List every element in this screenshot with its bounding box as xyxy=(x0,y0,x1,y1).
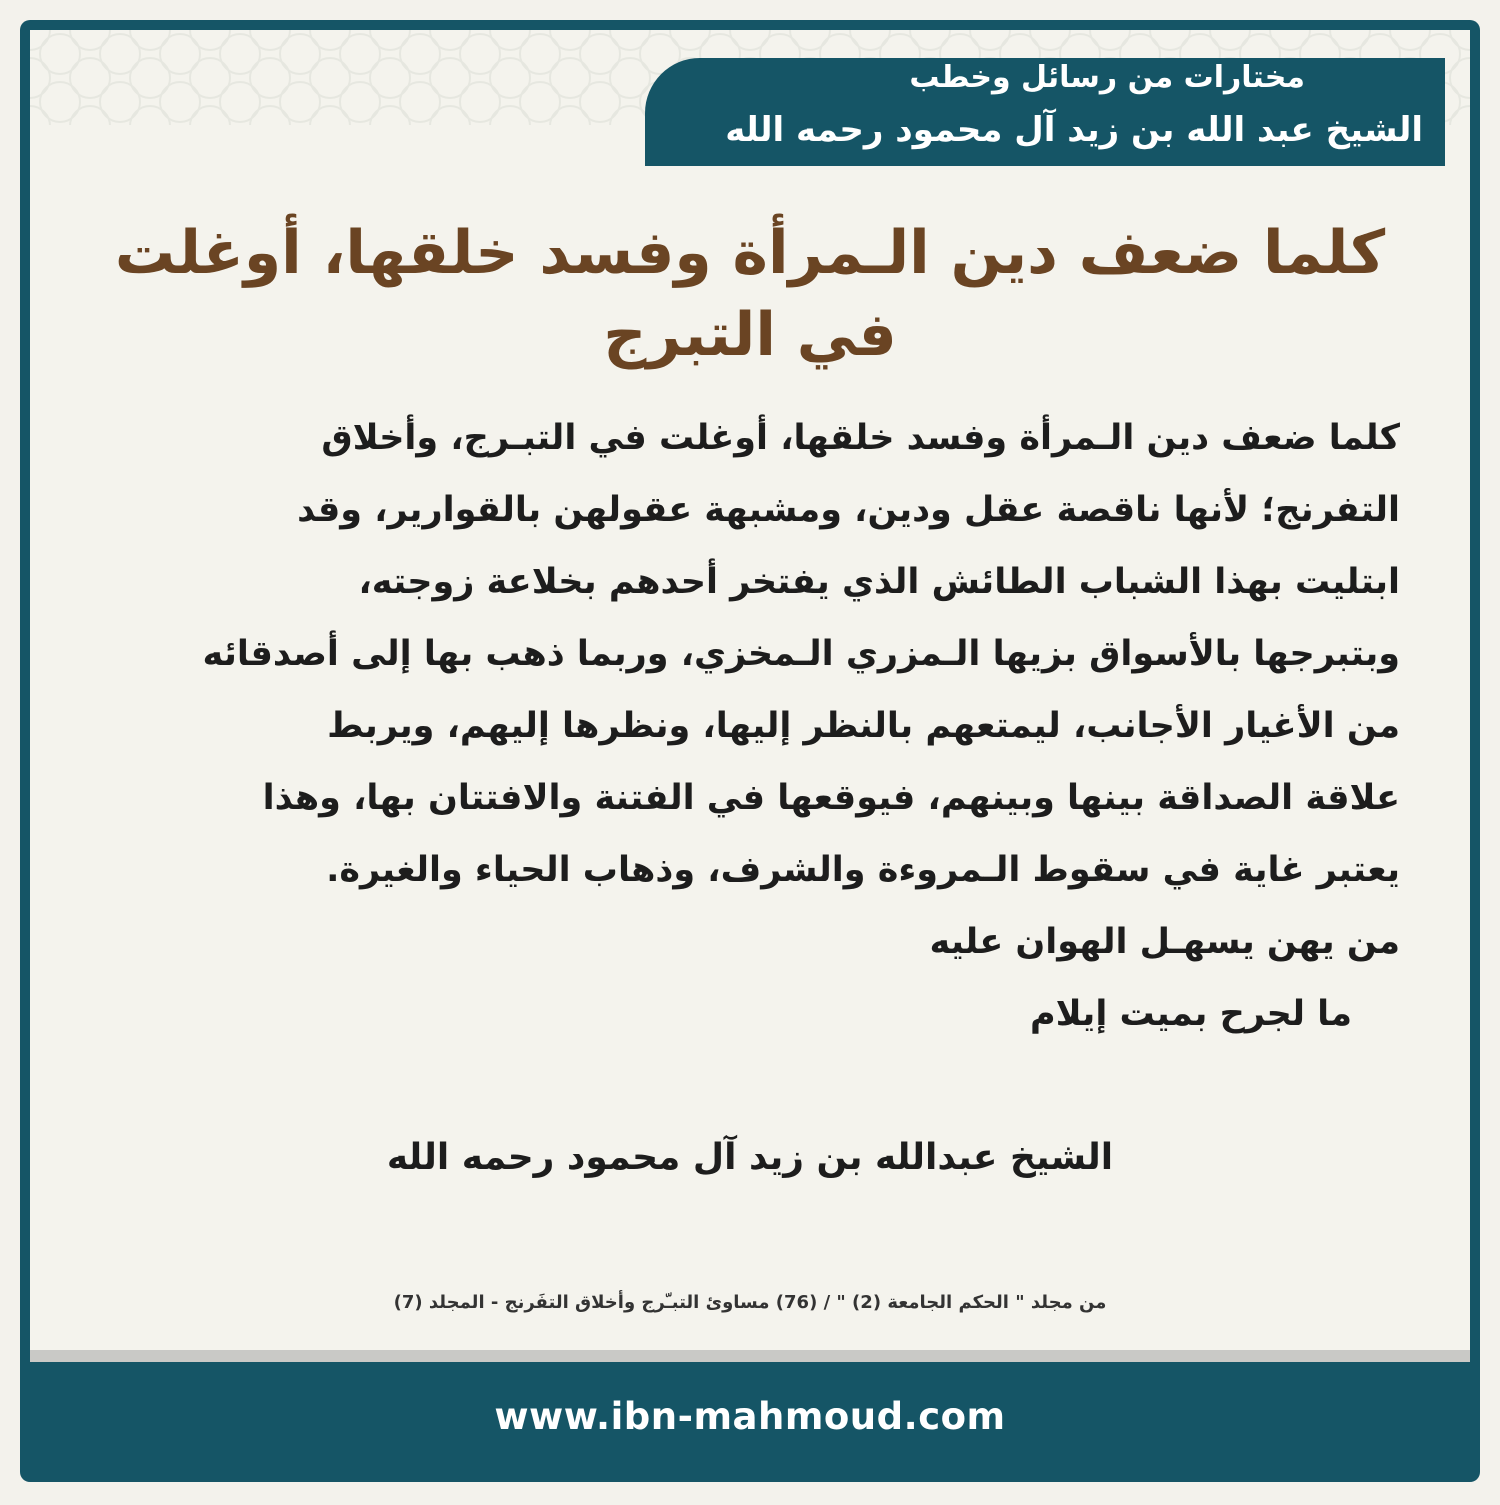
body-line: التفرنج؛ لأنها ناقصة عقل ودين، ومشبهة عقولهن بالقوارير، وقد xyxy=(297,490,1400,530)
header-author: الشيخ عبد الله بن زيد آل محمود رحمه الله xyxy=(725,110,1423,150)
body-line: وبتبرجها بالأسواق بزيها الـمزري الـمخزي، وربما ذهب بها إلى أصدقائه xyxy=(202,634,1400,674)
source-citation: من مجلد " الحكم الجامعة (2) " / (76) مساوئ التبـّرج وأخلاق التفَرنج - المجلد (7) xyxy=(393,1292,1107,1313)
body-line: ابتليت بهذا الشباب الطائش الذي يفتخر أحدهم بخلاعة زوجته، xyxy=(358,562,1400,602)
author-signature: الشيخ عبدالله بن زيد آل محمود رحمه الله xyxy=(386,1137,1114,1178)
header-subtitle: مختارات من رسائل وخطب xyxy=(909,60,1305,95)
header-band xyxy=(645,58,1445,166)
body-line: من الأغيار الأجانب، ليمتعهم بالنظر إليها، ونظرها إليهم، ويربط xyxy=(327,706,1400,746)
body-line: علاقة الصداقة بينها وبينهم، فيوقعها في الفتنة والافتتان بها، وهذا xyxy=(262,778,1400,818)
body-line: كلما ضعف دين الـمرأة وفسد خلقها، أوغلت في التبـرج، وأخلاق xyxy=(321,418,1400,458)
verse-line-2: ما لجرح بميت إيلام xyxy=(1029,994,1352,1034)
website-link[interactable]: www.ibn-mahmoud.com xyxy=(494,1395,1006,1438)
page-title: كلما ضعف دين الـمرأة وفسد خلقها، أوغلت في التبرج xyxy=(114,218,1386,370)
verse-line-1: من يهن يسهـل الهوان عليه xyxy=(929,922,1400,962)
body-line: يعتبر غاية في سقوط الـمروءة والشرف، وذهاب الحياء والغيرة. xyxy=(326,850,1400,890)
divider xyxy=(30,1350,1470,1362)
